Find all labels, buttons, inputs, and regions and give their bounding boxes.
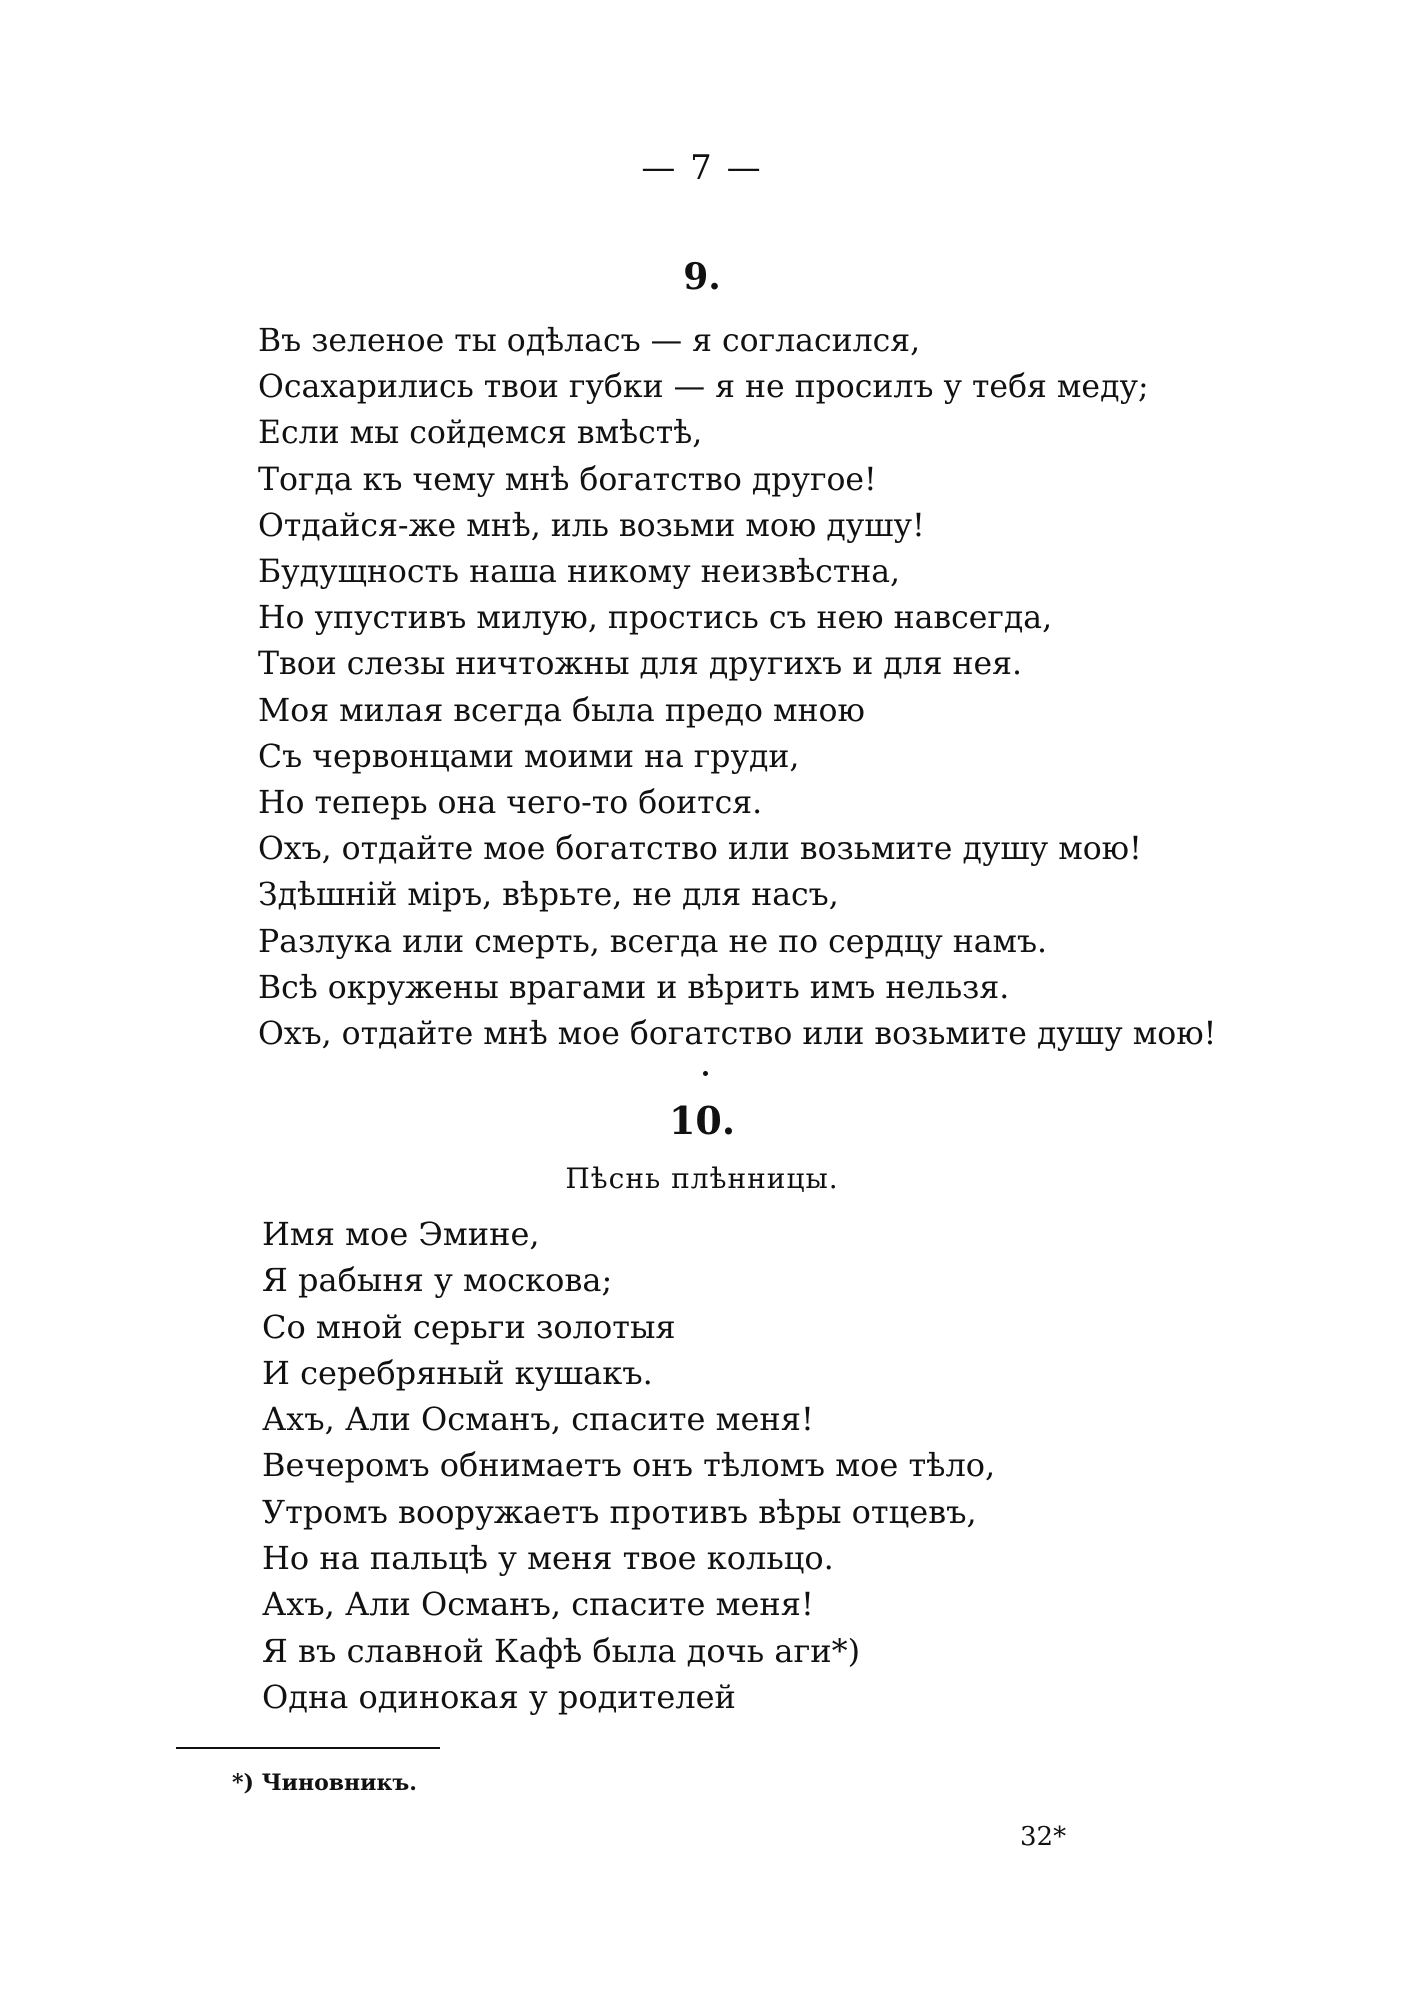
page-number: — 7 — <box>641 148 763 188</box>
verse-line: Вечеромъ обнимаетъ онъ тѣломъ мое тѣло, <box>262 1446 996 1485</box>
verse-line: Будущность наша никому неизвѣстна, <box>258 554 901 591</box>
verse-line: Твои слезы ничтожны для другихъ и для нея. <box>258 646 1023 683</box>
verse-line: Со мной серьги золотыя <box>262 1307 676 1346</box>
verse-line: Я въ славной Кафѣ была дочь аги*) <box>262 1631 861 1670</box>
verse-line: Ахъ, Али Османъ, спасите меня! <box>262 1585 814 1624</box>
verse-line: Охъ, отдайте мнѣ мое богатство или возьмите душу мою! <box>258 1016 1217 1053</box>
verse-line: Одна одинокая у родителей <box>262 1677 736 1716</box>
verse-line: И серебряный кушакъ. <box>262 1353 653 1392</box>
verse-line: Но теперь она чего-то боится. <box>258 785 763 822</box>
verse-line: Осахарились твои губки — я не просилъ у тебя меду; <box>258 369 1149 406</box>
verse-line: Утромъ вооружаетъ противъ вѣры отцевъ, <box>262 1492 977 1531</box>
verse-line: Разлука или смерть, всегда не по сердцу намъ. <box>258 923 1048 960</box>
verse-line: Если мы сойдемся вмѣстѣ, <box>258 415 703 452</box>
footnote: *) Чиновникъ. <box>232 1770 417 1796</box>
verse-line: Моя милая всегда была предо мною <box>258 692 865 729</box>
verse-line: Отдайся-же мнѣ, иль возьми мою душу! <box>258 507 925 544</box>
verse-line: Всѣ окружены врагами и вѣрить имъ нельзя. <box>258 969 1010 1006</box>
verse-line: Тогда къ чему мнѣ богатство другое! <box>258 461 877 498</box>
verse-line: Здѣшній міръ, вѣрьте, не для насъ, <box>258 877 839 914</box>
song-9-verse <box>258 318 1216 1057</box>
song-10-title: Пѣснь плѣнницы. <box>565 1162 839 1195</box>
verse-line: Съ червонцами моими на груди, <box>258 738 800 775</box>
verse-line: Но упустивъ милую, простись съ нею навсегда, <box>258 600 1053 637</box>
verse-line: Ахъ, Али Османъ, спасите меня! <box>262 1400 814 1439</box>
verse-line: Имя мое Эмине, <box>262 1215 540 1253</box>
print-speck <box>703 1071 708 1076</box>
verse-line: Я рабыня у москова; <box>262 1261 613 1300</box>
printer-signature-mark: 32* <box>1020 1822 1067 1852</box>
song-10-number: 10. <box>668 1098 736 1143</box>
song-9-number: 9. <box>683 256 721 298</box>
verse-line: Охъ, отдайте мое богатство или возьмите душу мою! <box>258 831 1142 868</box>
verse-line: Въ зеленое ты одѣласъ — я согласился, <box>258 323 921 359</box>
footnote-divider <box>176 1747 440 1749</box>
verse-line: Но на пальцѣ у меня твое кольцо. <box>262 1539 834 1578</box>
song-10-verse <box>262 1211 995 1720</box>
